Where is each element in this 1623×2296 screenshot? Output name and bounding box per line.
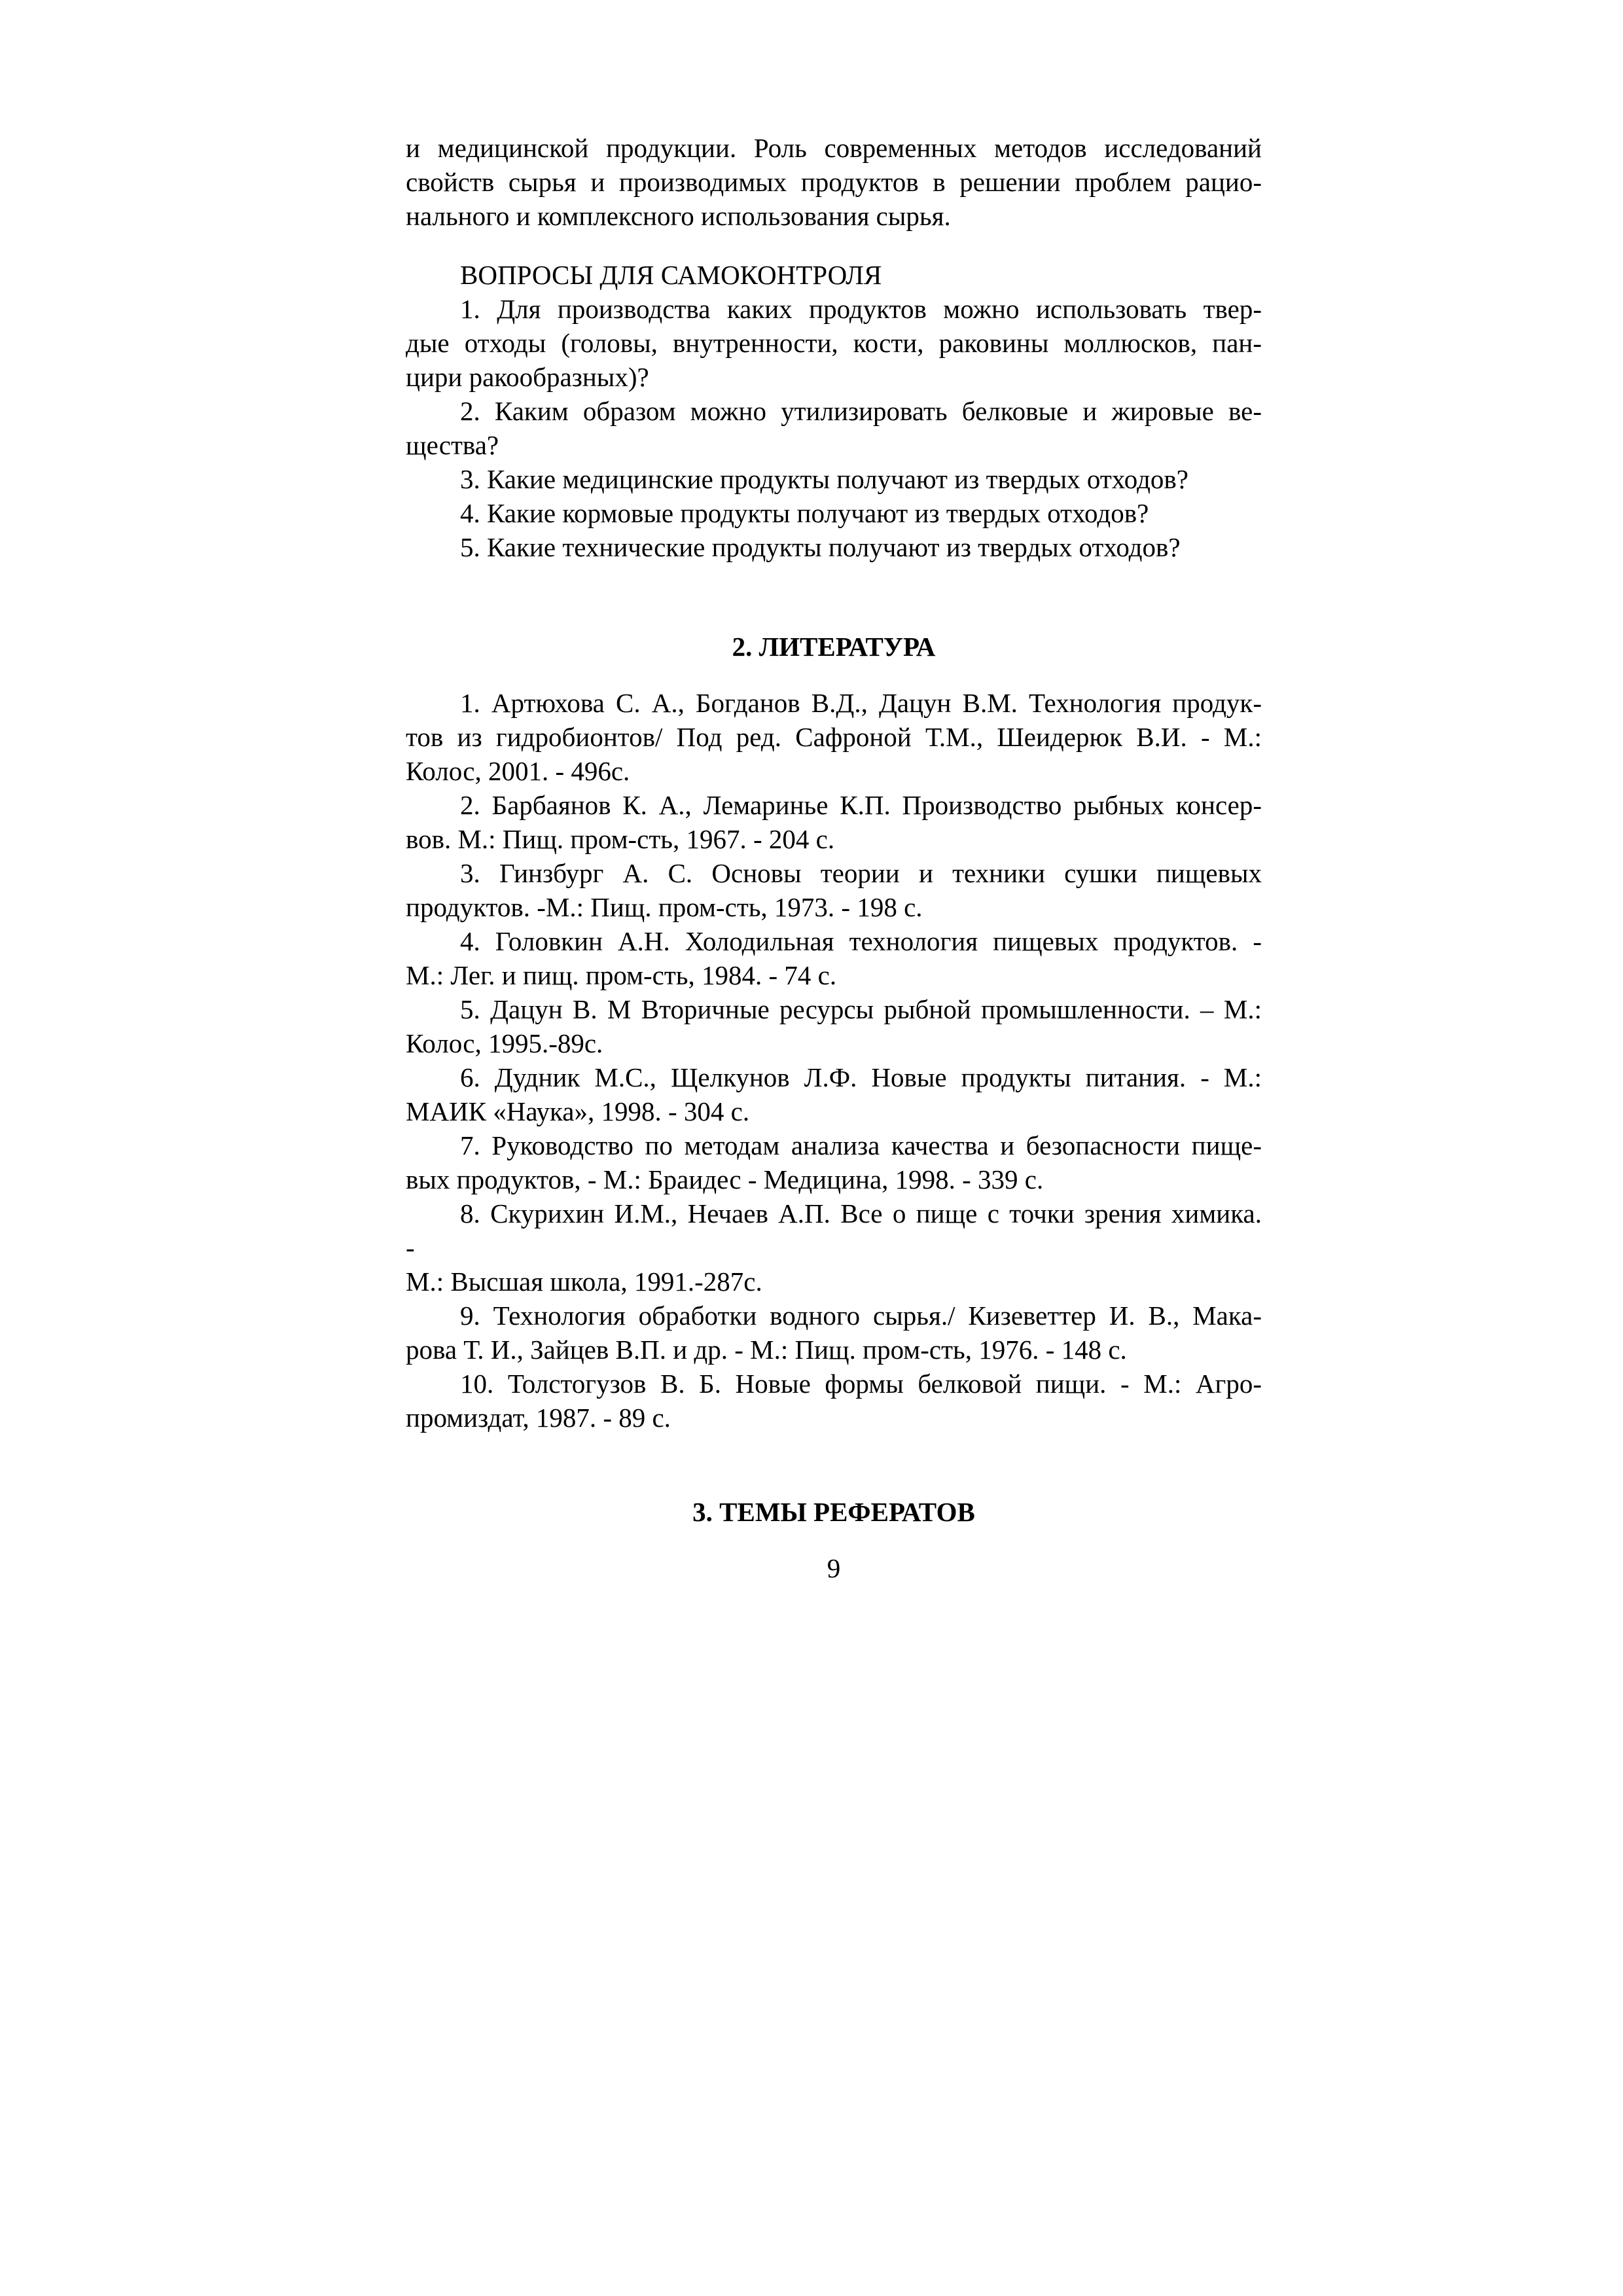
question-item [406,462,1262,496]
intro-paragraph [406,131,1262,233]
literature-list [406,686,1262,1435]
text-line: рова Т. И., Зайцев В.П. и др. - М.: Пищ. пром-сть, 1976. - 148 с. [406,1335,1127,1365]
text-line: 4. Головкин А.Н. Холодильная технология пищевых продуктов. - [460,926,1262,956]
page-number: 9 [827,1553,841,1583]
question-item [406,394,1262,462]
text-line: Колос, 1995.-89с. [406,1028,603,1058]
text-line: нального и комплексного использования сырья. [406,201,951,231]
text-line: 9. Технология обработки водного сырья./ Кизеветтер И. В., Мака- [460,1300,1262,1331]
text-line: продуктов. -М.: Пищ. пром-сть, 1973. - 198 с. [406,892,923,922]
text-line: 1. Артюхова С. А., Богданов В.Д., Дацун В.М. Технология продук- [460,688,1262,718]
text-line: М.: Лег. и пищ. пром-сть, 1984. - 74 с. [406,960,837,990]
text-line: цири ракообразных)? [406,362,649,392]
reference-item [406,1060,1262,1128]
text-line: - [406,1232,415,1263]
text-line: Колос, 2001. - 496с. [406,756,630,786]
text-line: вых продуктов, - М.: Браидес - Медицина, 1998. - 339 с. [406,1164,1044,1194]
questions-heading: ВОПРОСЫ ДЛЯ САМОКОНТРОЛЯ [460,260,882,290]
text-line: 3. Гинзбург А. С. Основы теории и техники сушки пищевых [460,858,1262,888]
question-item [406,530,1262,564]
text-line: свойств сырья и производимых продуктов в решении проблем рацио- [406,167,1262,197]
question-item [406,496,1262,530]
document-page [406,131,1262,1585]
text-line: 2. Каким образом можно утилизировать белковые и жировые ве- [460,396,1262,426]
text-line: 6. Дудник М.С., Щелкунов Л.Ф. Новые продукты питания. - М.: [460,1062,1262,1092]
text-line: 7. Руководство по методам анализа качества и безопасности пище- [460,1130,1262,1160]
questions-list [406,292,1262,564]
text-line: вов. М.: Пищ. пром-сть, 1967. - 204 с. [406,824,835,854]
reference-item [406,1196,1262,1299]
reference-item [406,992,1262,1060]
text-line: 2. Барбаянов К. А., Лемаринье К.П. Производство рыбных консер- [460,790,1262,820]
text-line: 4. Какие кормовые продукты получают из твердых отходов? [460,498,1149,528]
text-line: дые отходы (головы, внутренности, кости, раковины моллюсков, пан- [406,328,1262,358]
text-line: промиздат, 1987. - 89 с. [406,1403,671,1433]
text-line: 8. Скурихин И.М., Нечаев А.П. Все о пище с точки зрения химика. [460,1198,1262,1229]
reference-item [406,856,1262,924]
text-line: 10. Толстогузов В. Б. Новые формы белковой пищи. - М.: Агро- [460,1369,1262,1399]
text-line: М.: Высшая школа, 1991.-287с. [406,1266,762,1297]
text-line: 5. Дацун В. М Вторичные ресурсы рыбной промышленности. – М.: [460,994,1262,1024]
literature-heading: 2. ЛИТЕРАТУРА [732,632,936,662]
reference-item [406,1128,1262,1196]
reference-item [406,1367,1262,1435]
text-line: МАИК «Наука», 1998. - 304 с. [406,1096,750,1126]
topics-heading: 3. ТЕМЫ РЕФЕРАТОВ [692,1497,975,1527]
reference-item [406,788,1262,856]
reference-item [406,924,1262,992]
text-line: и медицинской продукции. Роль современных методов исследований [406,133,1262,163]
intro-text [406,131,1262,233]
reference-item [406,686,1262,788]
reference-item [406,1299,1262,1367]
text-line: 3. Какие медицинские продукты получают из твердых отходов? [460,464,1188,494]
text-line: 5. Какие технические продукты получают из твердых отходов? [460,532,1181,562]
text-line: тов из гидробионтов/ Под ред. Сафроной Т.М., Шеидерюк В.И. - М.: [406,722,1262,752]
question-item [406,292,1262,394]
text-line: щества? [406,430,499,460]
text-line: 1. Для производства каких продуктов можно использовать твер- [460,294,1262,324]
